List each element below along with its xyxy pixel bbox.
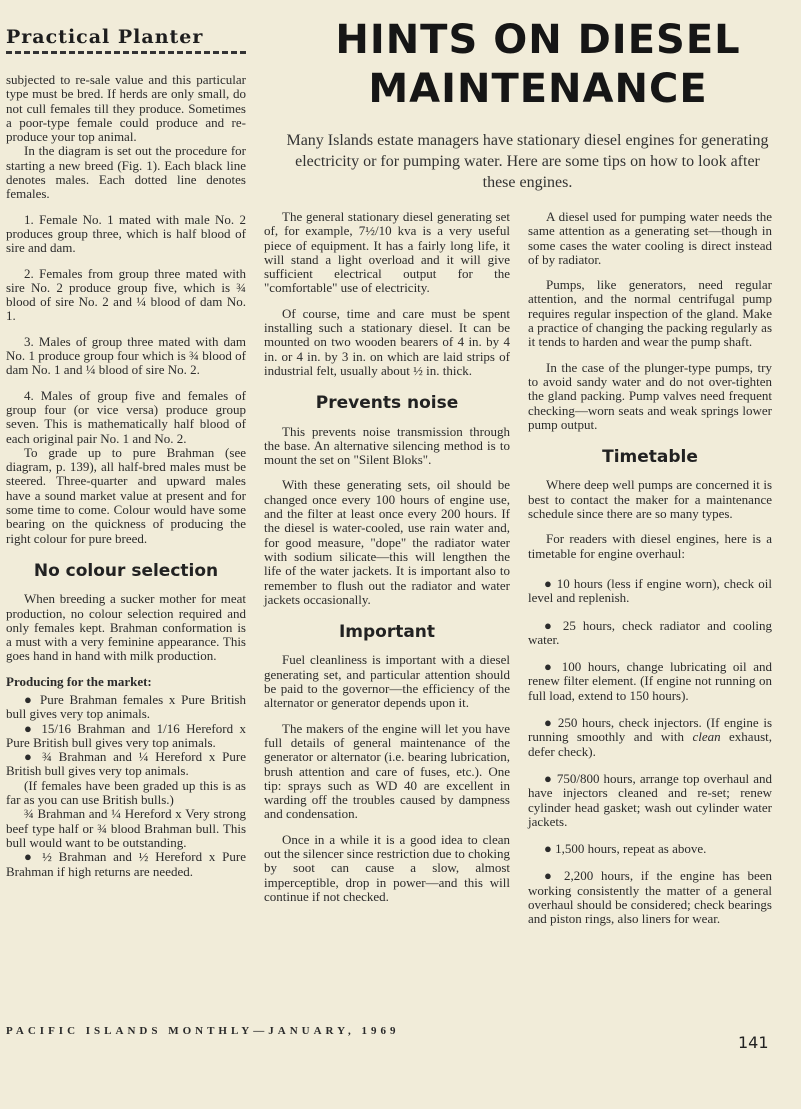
paragraph: With these generating sets, oil should be changed once every 100 hours of engine use, and the filter at least once every 200 hours. If the diesel is water-cooled, use rain water and, for good measure, "dope" the radiator water with sodium silicate—this will lengthen the life of the water jackets. It is important also to remember to flush out the radiator and water jackets occasionally. [264, 477, 510, 607]
paragraph: For readers with diesel engines, here is a timetable for engine overhaul: [528, 531, 772, 561]
page-number: 141 [738, 1033, 769, 1052]
article-title-line-1: HINTS ON DIESEL [335, 17, 741, 63]
section-title: Practical Planter [6, 26, 204, 48]
subheading: Important [338, 622, 436, 643]
list-item: ● ¾ Brahman and ¼ Hereford x Pure British bull gives very top animals. [6, 749, 246, 779]
paragraph: 1. Female No. 1 mated with male No. 2 produces group three, which is half blood of sire and dam. [6, 211, 246, 256]
paragraph: To grade up to pure Brahman (see diagram, p. 139), all half-bred males must be steered. Three-quarter and upward males have a sound market value at present and for some time to come. Colour would have some bearing on the quickness of producing the right colour for pure breed. [6, 444, 246, 546]
paragraph: The general stationary diesel generating set of, for example, 7½/10 kva is a very useful piece of equipment. It has a fairly long life, it will stand a light overload and it will give sufficient electrical output for the "comfortable" use of electricity. [264, 209, 510, 296]
article-title-line-2: MAINTENANCE [368, 66, 708, 112]
column-1 [6, 73, 246, 879]
list-item: ● 25 hours, check radiator and cooling water. [528, 617, 772, 647]
footer-text: PACIFIC ISLANDS MONTHLY—JANUARY, 1969 [6, 1025, 400, 1037]
list-item: ● Pure Brahman females x Pure British bull gives very top animals. [6, 691, 246, 722]
paragraph: When breeding a sucker mother for meat production, no colour selection required and only females kept. Brahman conformation is a must with a very feminine appearance. This goes hand in hand with milk production. [6, 591, 246, 664]
paragraph: Once in a while it is a good idea to clean out the silencer since restriction due to choking by soot can cause a slow, almost imperceptible, drop in power—and this will continue if not checked. [264, 831, 510, 904]
list-item [528, 716, 772, 759]
list-item: ● 100 hours, change lubricating oil and renew filter element. (If engine not running on full load, extend to 150 hours). [528, 659, 772, 703]
paragraph: This prevents noise transmission through the base. An alternative silencing method is to mount the set on "Silent Bloks". [264, 423, 510, 468]
list-item: ¾ Brahman and ¼ Hereford x Very strong beef type half or ¾ blood Brahman bull. This bull would want to be outstanding. [6, 806, 246, 850]
paragraph: Where deep well pumps are concerned it is best to contact the maker for a maintenance schedule since there are so many types. [528, 477, 772, 522]
column-3 [528, 210, 772, 940]
paragraph: A diesel used for pumping water needs the same attention as a generating set—though in some cases the water cooling is direct instead of by radiator. [528, 209, 772, 267]
paragraph: 3. Males of group three mated with dam No. 1 produce group four which is ¾ blood of dam No. 1 and ¼ blood of sire No. 2. [6, 333, 246, 378]
subheading: Producing for the market: [6, 673, 152, 689]
paragraph: The makers of the engine will let you have full details of general maintenance of the generator or alternator (i.e. bearing lubrication, brush attention and care of fuses, etc.). One tip: sprays such as WD 40 are excellent in warding off the troubles caused by dampness and condensation. [264, 720, 510, 822]
subheading: No colour selection [33, 560, 219, 581]
paragraph: Pumps, like generators, need regular attention, and the normal centrifugal pump requires regular inspection of the gland. Make a practice of changing the packing regularly as it tends to harden and wear the pump shaft. [528, 277, 772, 350]
list-item: ● 15/16 Brahman and 1/16 Hereford x Pure British bull gives very top animals. [6, 720, 246, 750]
paragraph: 2. Females from group three mated with sire No. 2 produce group five, which is ¾ blood of sire No. 2 and ¼ blood of dam No. 1. [6, 265, 246, 324]
paragraph: 4. Males of group five and females of group four (or vice versa) produce group seven. This is mathematically half blood of each original pair No. 1 and No. 2. [6, 387, 246, 446]
list-item: (If females have been graded up this is as far as you can use British bulls.) [6, 777, 246, 808]
paragraph: In the case of the plunger-type pumps, try to avoid sandy water and do not over-tighten the gland packing. Pump valves need frequent checking—worn seats and weak springs lower pump output. [528, 359, 772, 432]
list-item: ● 1,500 hours, repeat as above. [544, 841, 707, 857]
subheading: Prevents noise [315, 393, 459, 414]
column-2 [264, 210, 510, 904]
paragraph: Of course, time and care must be spent installing such a stationary diesel. It can be mounted on two wooden bearers of 4 in. by 4 in. or 4 in. by 3 in. on which are laid strips of industrial felt, usually about ½ in. thick. [264, 305, 510, 378]
paragraph: In the diagram is set out the procedure for starting a new breed (Fig. 1). Each black line denotes males. Each dotted line denotes females. [6, 143, 246, 202]
article-intro: Many Islands estate managers have stationary diesel engines for generating electricity or for pumping water. Here are some tips on how to look after these engines. [286, 132, 769, 191]
list-item: ● 2,200 hours, if the engine has been working consistently the matter of a general overhaul should be considered; check bearings and piston rings, also liners for wear. [528, 868, 772, 927]
list-item: ● 10 hours (less if engine worn), check oil level and replenish. [528, 575, 772, 606]
list-item-emphasis: clean [692, 729, 721, 745]
paragraph: subjected to re-sale value and this particular type must be bred. If herds are only small, do not cull females till they produce. Sometimes a poor-type female could produce and re-produce your top animal. [6, 72, 246, 145]
list-item-text: ● 250 hours, check injectors. (If engine is running smoothly and with [528, 715, 772, 745]
list-item: ● ½ Brahman and ½ Hereford x Pure Brahman if high returns are needed. [6, 849, 246, 879]
subheading: Timetable [602, 447, 698, 468]
paragraph: Fuel cleanliness is important with a diesel generating set, and particular attention should be paid to the governor—the efficiency of the alternator or generator depends upon it. [264, 652, 510, 711]
list-item: ● 750/800 hours, arrange top overhaul and have injectors cleaned and re-set; renew cylinder head gasket; wash out cylinder water jackets. [528, 770, 772, 829]
section-rule [6, 51, 246, 54]
list-item-text: exhaust, defer check). [528, 729, 773, 759]
